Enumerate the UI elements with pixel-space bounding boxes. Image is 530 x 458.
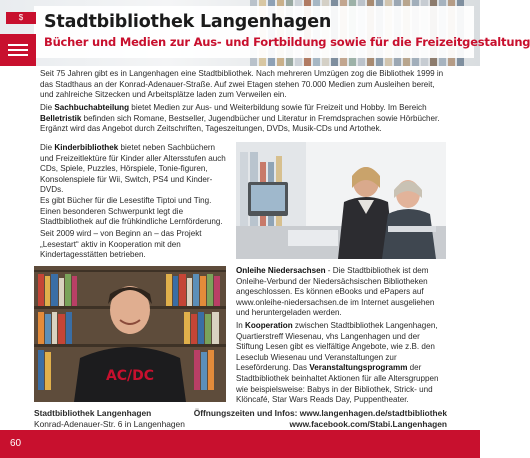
onleihe-heading: Onleihe Niedersachsen	[236, 266, 326, 275]
text-span: der Stadtbibliothek beinhaltet Aktionen für alle Altersgruppen wie beispielsweise: Babys in der Bibliothek, Strick- und Klöncafé, Star Wars Reads Day, Puppentheater.	[236, 363, 439, 405]
tiptoi-paragraph: Es gibt Bücher für die Lesestifte Tiptoi und Ting. Einen besonderen Schwerpunkt legt die Stadtbibliothek auf die frühkindliche Lernförderung.	[40, 196, 223, 227]
library-staff-photo	[236, 142, 446, 259]
footer-info-line	[194, 408, 447, 419]
footer-library-name: Stadtbibliothek Langenhagen	[34, 408, 152, 418]
sachbuch-heading: Sachbuchabteilung	[54, 103, 130, 112]
text-span: befinden sich Romane, Bestseller, Jugendbücher und Literatur in Fremdsprachen sowie Hörbücher. Ergänzt wird das Angebot durch Zeitschriften, Tageszeitungen, DVDs, Musik-CDs und Artothek.	[40, 113, 440, 134]
page-title: Stadtbibliothek Langenhagen	[44, 12, 332, 32]
menu-icon[interactable]	[0, 34, 36, 66]
text-span: Die	[40, 103, 55, 112]
page-footer-bar	[0, 430, 480, 458]
library-user-illustration	[34, 266, 226, 402]
footer-address: Konrad-Adenauer-Str. 6 in Langenhagen	[34, 418, 185, 429]
website-link[interactable]: www.langenhagen.de/stadtbibliothek	[299, 408, 447, 418]
text-span: zwischen Stadtbibliothek Langenhagen, Quartierstreff Wiesenau, vhs Langenhagen und der Stiftung Lesen gibt es vielfältige Angebote, wie z.B. den Leseclub Wiesenau und Veranstaltungen zur Leseförderung. Das	[236, 321, 438, 373]
library-staff-illustration	[236, 142, 446, 259]
kinder-paragraph	[40, 143, 226, 196]
footer-info-label: Öffnungszeiten und Infos:	[193, 408, 300, 418]
footer-address-block	[34, 408, 185, 429]
kinder-heading: Kinderbibliothek	[54, 143, 119, 152]
text-span: bietet neben Sachbüchern und Freizeitlektüre für Kinder aller Altersstufen auch CDs, Spiele, Puzzles, Hörspiele, Tonie-figuren, Konsolenspiele für Wii, Switch, PS4 und Kinder-DVDs.	[40, 143, 226, 195]
lesestart-paragraph: Seit 2009 wird – von Beginn an – das Projekt „Lesestart“ aktiv in Kooperation mit den Kindertagesstätten betrieben.	[40, 229, 202, 260]
text-span: bietet Medien zur Aus- und Weiterbildung sowie für Freizeit und Hobby. Im Bereich	[129, 103, 427, 112]
shirt-print: AC/DC	[105, 368, 155, 384]
header-tag: $	[6, 12, 36, 24]
library-user-photo	[34, 266, 226, 402]
belletristik-heading: Belletristik	[40, 113, 82, 123]
kooperation-paragraph	[236, 321, 444, 406]
intro-paragraph: Seit 75 Jahren gibt es in Langenhagen eine Stadtbibliothek. Nach mehreren Umzügen zog die Bibliothek 1999 in das Stadthaus an der Konrad-Adenauer-Straße. Auf zwei Etagen stehen 70.000 Medien zum Ausleihen bereit, und zahlreiche Sitzecken und Arbeitsplätze laden zum Verweilen ein.	[40, 69, 444, 100]
facebook-link[interactable]: www.facebook.com/Stabi.Langenhagen	[289, 418, 447, 429]
footer-links	[194, 408, 447, 429]
sachbuch-paragraph	[40, 103, 444, 135]
veranstaltung-heading: Veranstaltungsprogramm	[309, 363, 408, 373]
text-span: In	[236, 321, 245, 330]
page-subtitle: Bücher und Medien zur Aus- und Fortbildung sowie für die Freizeitgestaltung	[44, 35, 530, 49]
kooperation-heading: Kooperation	[245, 321, 293, 330]
page-number: 60	[10, 438, 22, 449]
text-span: Die	[40, 143, 55, 152]
text-span: - Die Stadtbibliothek ist dem Onleihe-Verbund der Niedersächsischen Bibliotheken angeschlossen. Es können eBooks und ePapers auf www.onleihe-niedersachsen.de im Internet ausgeliehen und heruntergeladen werden.	[236, 266, 435, 318]
header-banner	[0, 0, 530, 66]
onleihe-paragraph	[236, 266, 444, 319]
